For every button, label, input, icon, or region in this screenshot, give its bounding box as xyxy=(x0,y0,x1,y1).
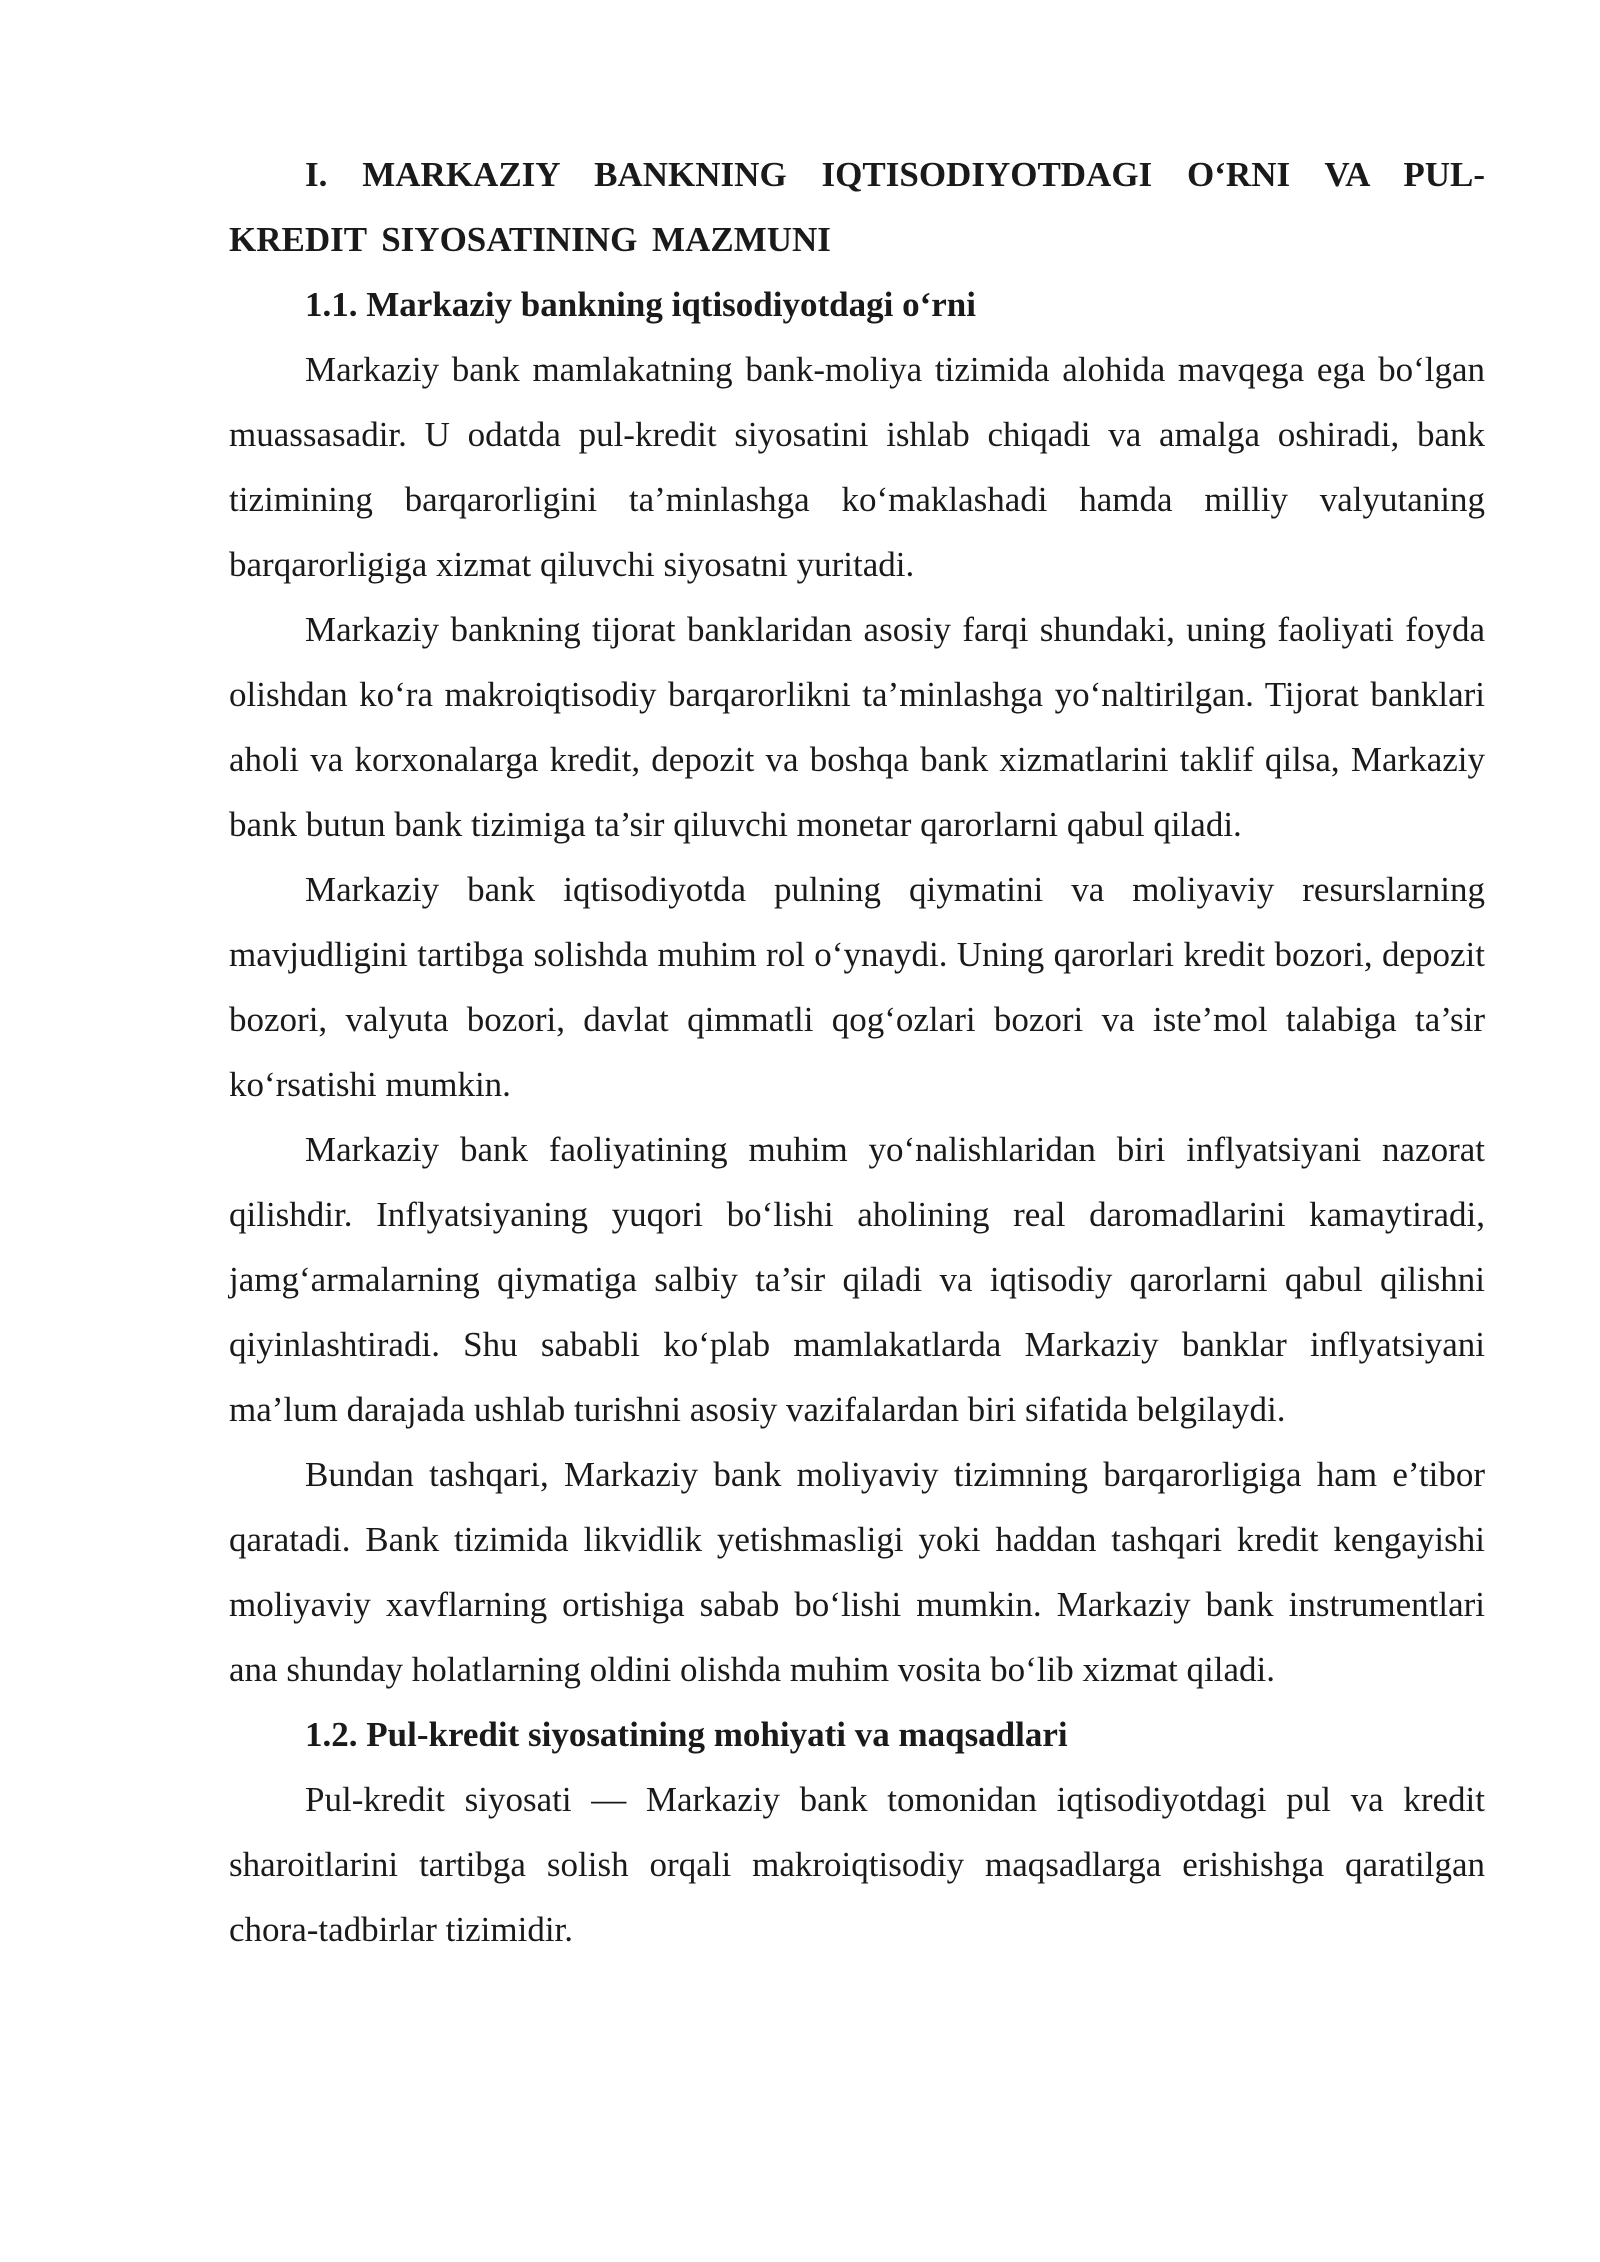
document-body xyxy=(229,142,1485,1962)
paragraph: Bundan tashqari, Markaziy bank moliyaviy tizimning barqarorligiga ham e’tibor qaratadi. Bank tizimida likvidlik yetishmasligi yoki haddan tashqari kredit kengayishi moliyaviy xavflarning ortishiga sabab bo‘lishi mumkin. Markaziy bank instrumentlari ana shunday holatlarning oldini olishda muhim vosita bo‘lib xizmat qiladi. xyxy=(229,1455,1485,1689)
paragraph: Markaziy bank faoliyatining muhim yo‘nalishlaridan biri inflyatsiyani nazorat qilishdir. Inflyatsiyaning yuqori bo‘lishi aholining real daromadlarini kamaytiradi, jamg‘armalarning qiymatiga salbiy ta’sir qiladi va iqtisodiy qarorlarni qabul qilishni qiyinlashtiradi. Shu sababli ko‘plab mamlakatlarda Markaziy banklar inflyatsiyani ma’lum darajada ushlab turishni asosiy vazifalardan biri sifatida belgilaydi. xyxy=(229,1130,1485,1429)
paragraph: Markaziy bank mamlakatning bank-moliya tizimida alohida mavqega ega bo‘lgan muassasadir. U odatda pul-kredit siyosatini ishlab chiqadi va amalga oshiradi, bank tizimining barqarorligini ta’minlashga ko‘maklashadi hamda milliy valyutaning barqarorligiga xizmat qiluvchi siyosatni yuritadi. xyxy=(229,350,1485,584)
chapter-title: I. MARKAZIY BANKNING IQTISODIYOTDAGI O‘RNI VA PUL-KREDIT SIYOSATINING MAZMUNI xyxy=(229,155,1485,259)
section-title: 1.1. Markaziy bankning iqtisodiyotdagi o‘rni xyxy=(305,285,976,324)
paragraph: Pul-kredit siyosati — Markaziy bank tomonidan iqtisodiyotdagi pul va kredit sharoitlarini tartibga solish orqali makroiqtisodiy maqsadlarga erishishga qaratilgan chora-tadbirlar tizimidir. xyxy=(229,1780,1485,1949)
paragraph: Markaziy bankning tijorat banklaridan asosiy farqi shundaki, uning faoliyati foyda olishdan ko‘ra makroiqtisodiy barqarorlikni ta’minlashga yo‘naltirilgan. Tijorat banklari aholi va korxonalarga kredit, depozit va boshqa bank xizmatlarini taklif qilsa, Markaziy bank butun bank tizimiga ta’sir qiluvchi monetar qarorlarni qabul qiladi. xyxy=(229,610,1485,844)
section-title: 1.2. Pul-kredit siyosatining mohiyati va maqsadlari xyxy=(305,1715,1068,1754)
paragraph: Markaziy bank iqtisodiyotda pulning qiymatini va moliyaviy resurslarning mavjudligini tartibga solishda muhim rol o‘ynaydi. Uning qarorlari kredit bozori, depozit bozori, valyuta bozori, davlat qimmatli qog‘ozlari bozori va iste’mol talabiga ta’sir ko‘rsatishi mumkin. xyxy=(229,870,1485,1104)
